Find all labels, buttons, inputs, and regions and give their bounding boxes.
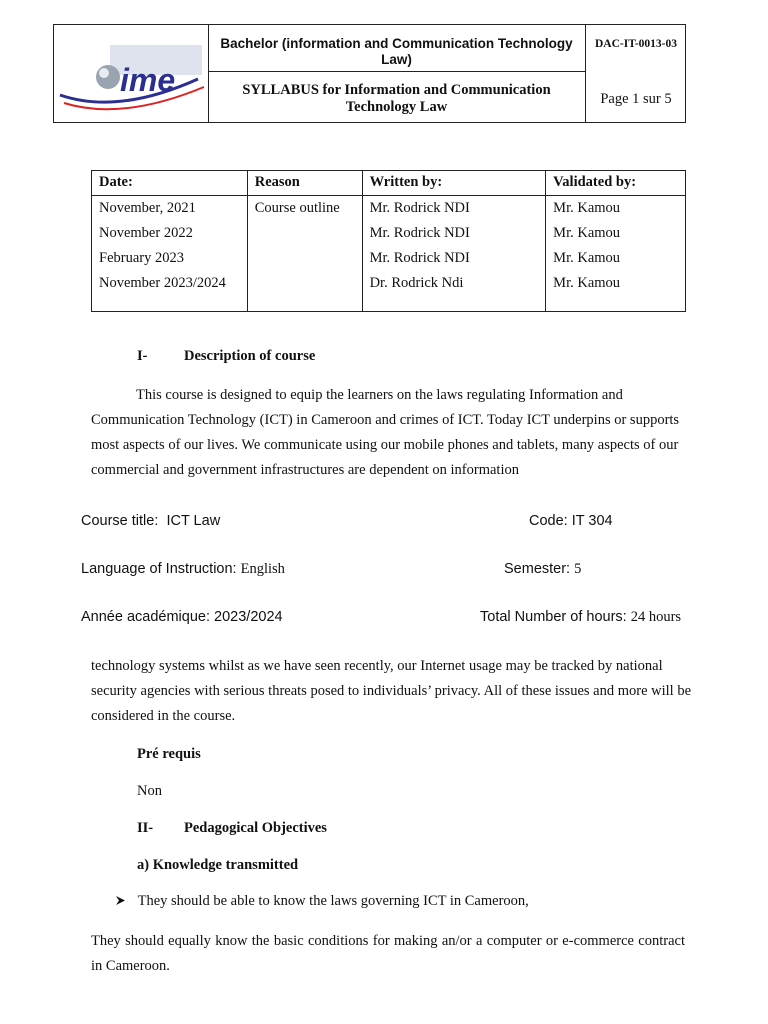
table-cell: February 2023 <box>92 246 248 271</box>
prerequisites-title: Pré requis <box>137 746 201 762</box>
table-header-row <box>92 171 686 196</box>
semester-value: 5 <box>574 561 582 577</box>
table-cell <box>247 221 362 246</box>
logo-wordmark: ime <box>120 62 176 98</box>
table-row <box>92 271 686 312</box>
table-cell: Mr. Rodrick NDI <box>362 246 546 271</box>
table-row <box>92 196 686 222</box>
table-cell: November 2023/2024 <box>92 271 248 312</box>
section-1-number: I- <box>137 348 148 364</box>
document-code: DAC-IT-0013-03 <box>595 38 677 50</box>
table-cell: Dr. Rodrick Ndi <box>362 271 546 312</box>
semester-field <box>504 561 581 578</box>
revision-table <box>91 170 686 312</box>
table-cell: Mr. Rodrick NDI <box>362 221 546 246</box>
table-cell: Mr. Rodrick NDI <box>362 196 546 222</box>
total-hours-label: Total Number of hours: <box>480 609 627 625</box>
column-header: Reason <box>247 171 362 196</box>
table-cell: Mr. Kamou <box>546 221 686 246</box>
course-code: Code: IT 304 <box>529 513 613 529</box>
course-title-field <box>81 513 220 529</box>
table-cell: November, 2021 <box>92 196 248 222</box>
table-cell <box>247 271 362 312</box>
section-2-title: Pedagogical Objectives <box>184 820 327 836</box>
page-number: Page 1 sur 5 <box>600 90 672 107</box>
description-paragraph-1: This course is designed to equip the learners on the laws regulating Information and Communication Technology (ICT) in Cameroon and crimes of ICT. Today ICT underpins or supports most aspects of our lives. We communicate using our mobile phones and tablets, many aspects of our commercial and government infrastructures are dependent on information <box>91 387 680 478</box>
section-1-title: Description of course <box>184 348 316 364</box>
language-field <box>81 561 285 578</box>
table-row <box>92 221 686 246</box>
section-2-number: II- <box>137 820 154 836</box>
description-paragraph-2: technology systems whilst as we have seen recently, our Internet usage may be tracked by national security agencies with serious threats posed to individuals’ privacy. All of these issues and more will be considered in the course. <box>91 658 692 724</box>
column-header: Validated by: <box>546 171 686 196</box>
subsection-a-title: a) Knowledge transmitted <box>137 857 299 873</box>
table-row <box>92 246 686 271</box>
academic-year-label: Année académique: <box>81 609 210 625</box>
prerequisites-value: Non <box>137 783 162 799</box>
objective-bullet <box>115 893 529 910</box>
course-title-label: Course title: <box>81 513 159 529</box>
document-header <box>53 24 686 123</box>
institution-logo <box>58 33 206 117</box>
academic-year-field <box>81 609 283 625</box>
table-cell: Mr. Kamou <box>546 271 686 312</box>
table-cell <box>247 246 362 271</box>
language-value: English <box>240 561 285 577</box>
objective-bullet-text: They should be able to know the laws governing ICT in Cameroon, <box>137 893 529 909</box>
column-header: Written by: <box>362 171 546 196</box>
total-hours-field <box>480 609 681 626</box>
table-cell: Course outline <box>247 196 362 222</box>
semester-label: Semester: <box>504 561 571 577</box>
objective-closing-paragraph: They should equally know the basic conditions for making an/or a computer or e-commerce contract in Cameroon. <box>91 933 685 974</box>
course-title-value: ICT Law <box>166 513 221 529</box>
table-cell: November 2022 <box>92 221 248 246</box>
language-label: Language of Instruction: <box>81 561 237 577</box>
academic-year-value: 2023/2024 <box>214 609 283 625</box>
column-header: Date: <box>92 171 248 196</box>
table-cell: Mr. Kamou <box>546 196 686 222</box>
total-hours-value: 24 hours <box>630 609 682 625</box>
syllabus-title: SYLLABUS for Information and Communication Technology Law <box>242 82 551 115</box>
table-cell: Mr. Kamou <box>546 246 686 271</box>
program-title: Bachelor (information and Communication Technology Law) <box>220 36 573 67</box>
arrow-bullet-icon <box>115 893 130 909</box>
